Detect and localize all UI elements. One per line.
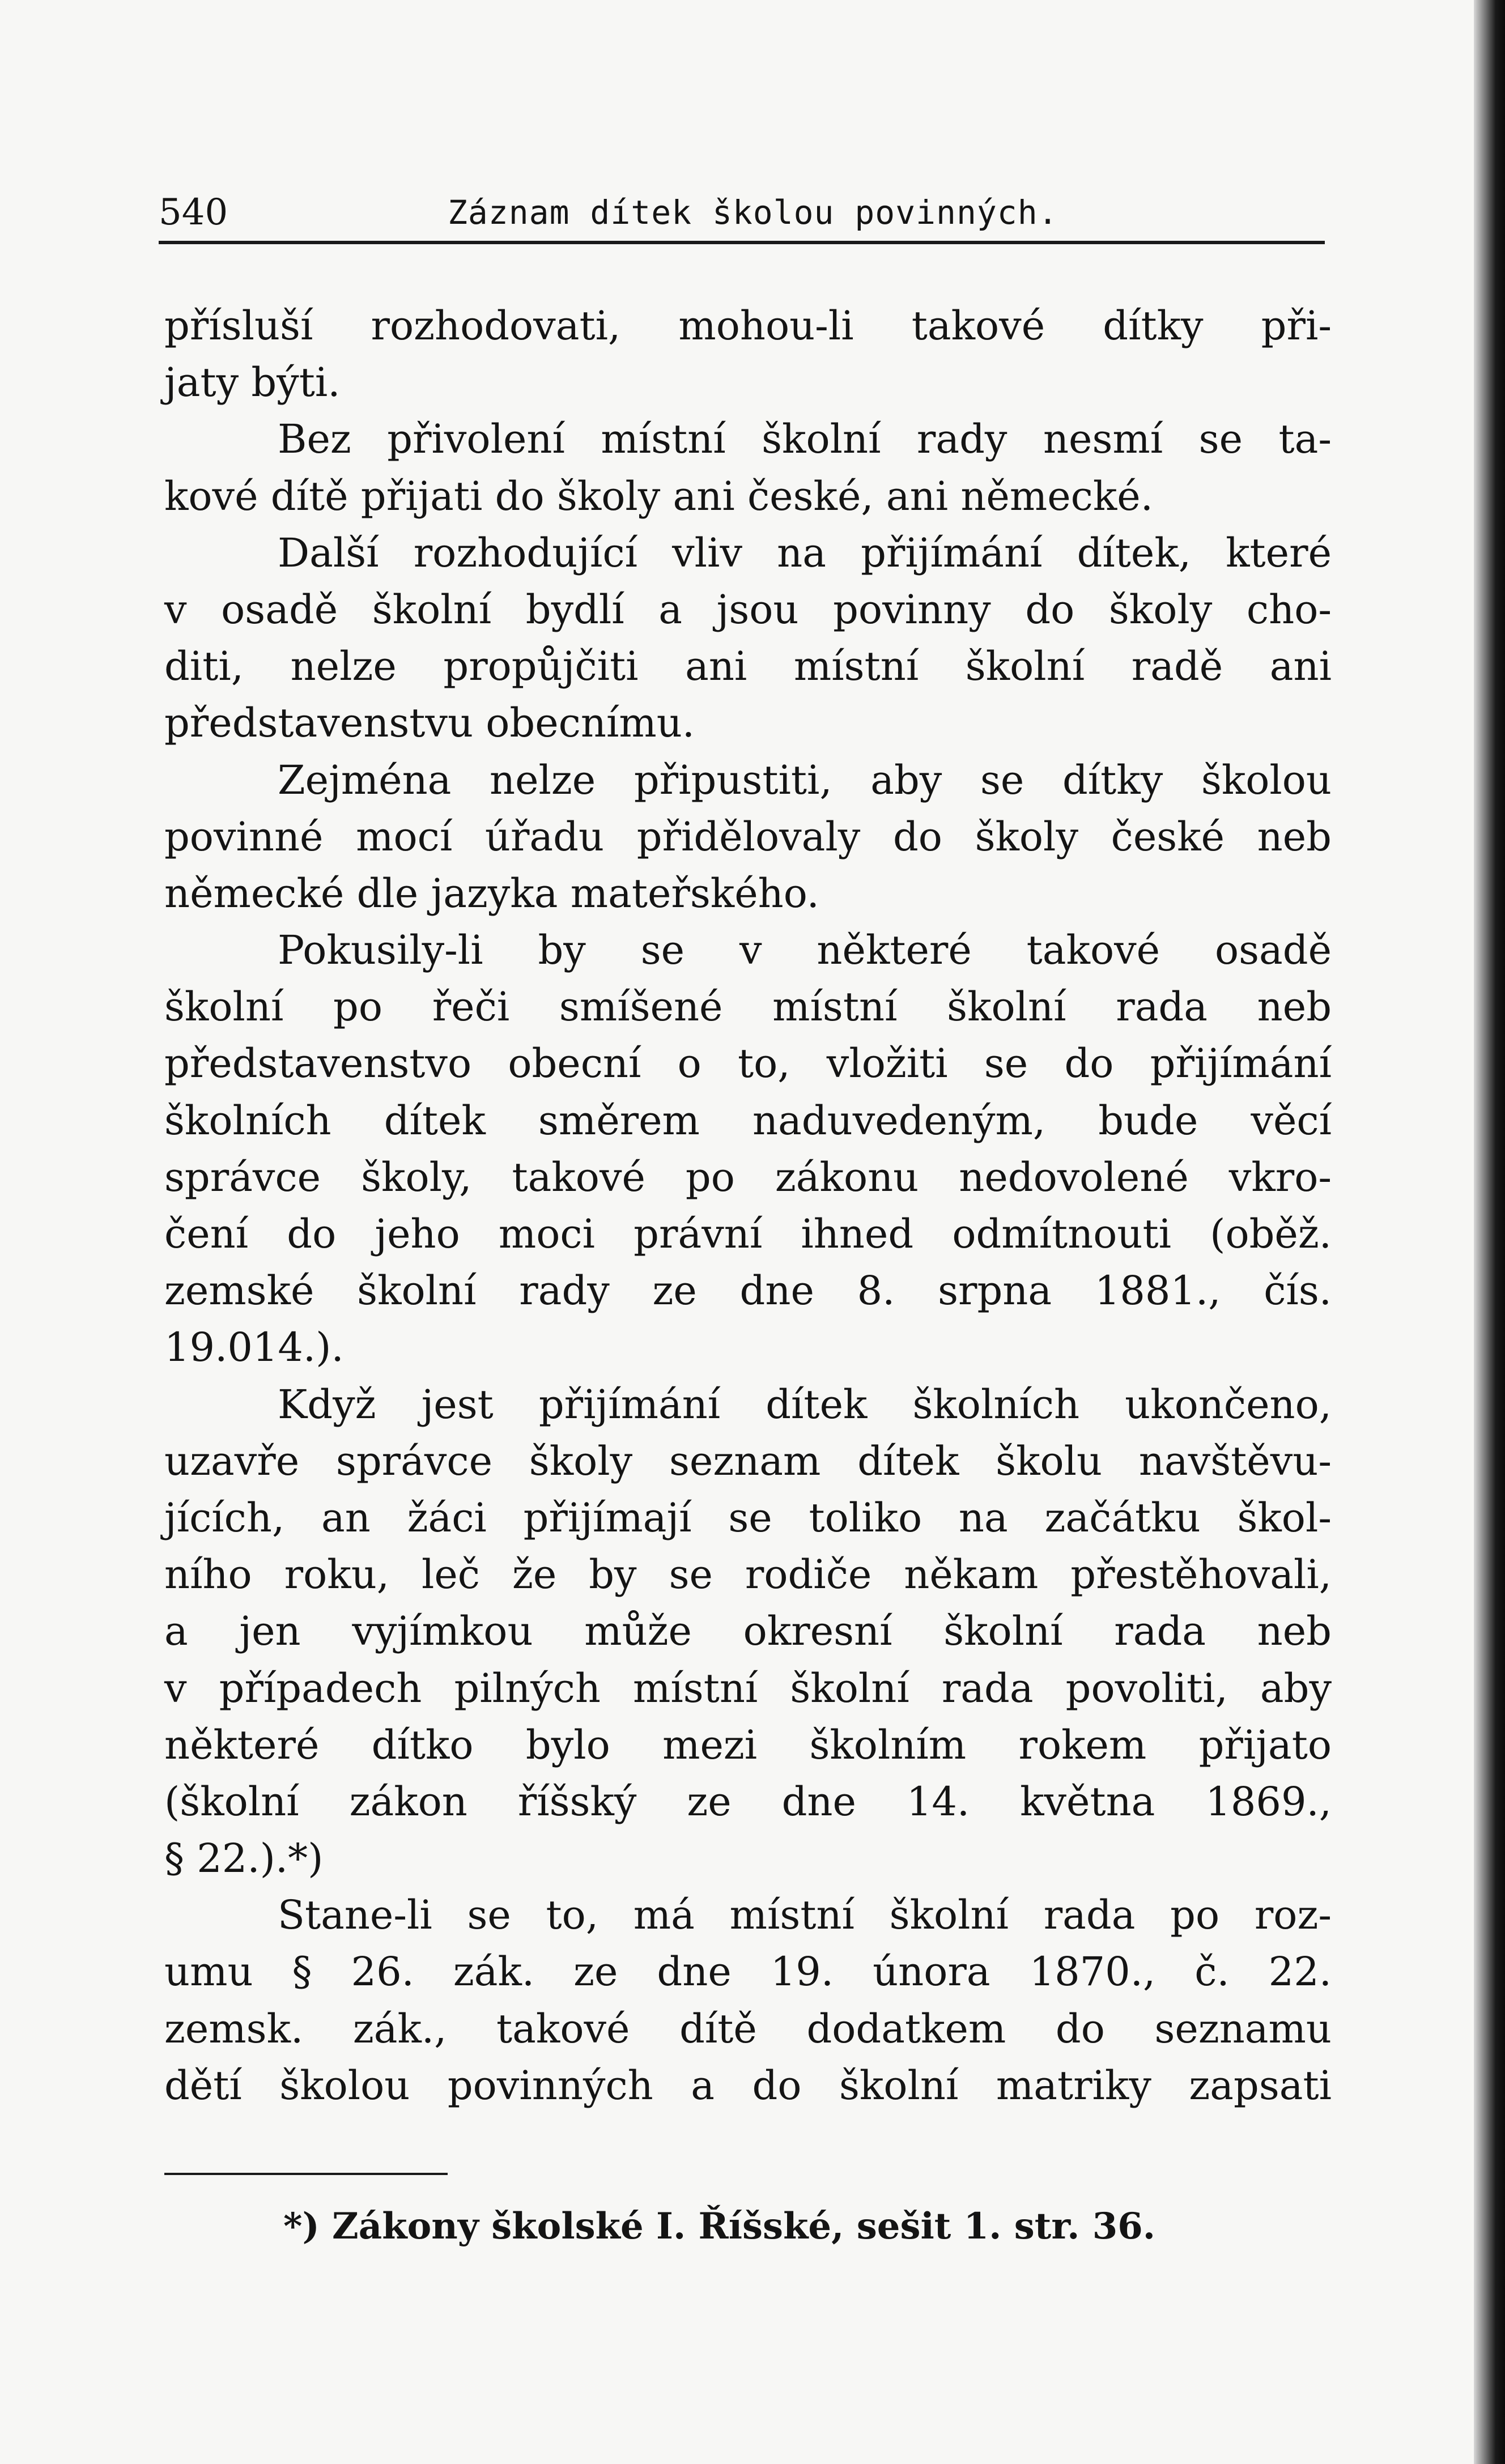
page-header [159, 187, 1326, 238]
text-line: v osadě školní bydlí a jsou povinny do školy cho- [164, 586, 1332, 633]
text-line: přísluší rozhodovati, mohou-li takové dítky při- [164, 303, 1332, 349]
text-line: zemské školní rady ze dne 8. srpna 1881., čís. [164, 1267, 1332, 1314]
text-line: 19.014.). [164, 1324, 344, 1371]
text-line: uzavře správce školy seznam dítek školu navštěvu- [164, 1437, 1332, 1484]
text-line: (školní zákon říšský ze dne 14. května 1869., [164, 1778, 1332, 1825]
body-text [164, 297, 1332, 2114]
text-line: ního roku, leč že by se rodiče někam přestěhovali, [164, 1551, 1332, 1598]
text-line: představenstvu obecnímu. [164, 700, 695, 747]
text-line: školních dítek směrem naduvedeným, bude věcí [164, 1097, 1332, 1144]
text-line: zemsk. zák., takové dítě dodatkem do seznamu [164, 2005, 1332, 2052]
header-rule [159, 241, 1325, 244]
running-title: Záznam dítek školou povinných. [448, 193, 1058, 232]
text-line: § 22.).*) [164, 1835, 324, 1882]
text-line: Zejména nelze připustiti, aby se dítky školou [278, 756, 1332, 803]
text-line: v případech pilných místní školní rada povoliti, aby [164, 1665, 1332, 1712]
text-line: představenstvo obecní o to, vložiti se do přijímání [164, 1040, 1332, 1087]
text-line: Stane-li se to, má místní školní rada po roz- [278, 1892, 1332, 1939]
text-line: jaty býti. [164, 359, 341, 406]
text-line: kové dítě přijati do školy ani české, ani německé. [164, 473, 1153, 520]
text-line: jících, an žáci přijímají se toliko na začátku škol- [164, 1494, 1332, 1541]
text-line: a jen vyjímkou může okresní školní rada neb [164, 1608, 1332, 1655]
text-line: povinné mocí úřadu přidělovaly do školy české neb [164, 813, 1332, 860]
text-line: diti, nelze propůjčiti ani místní školní radě ani [164, 643, 1332, 690]
text-line: Pokusily-li by se v některé takové osadě [278, 927, 1332, 974]
page-edge-shadow [1474, 0, 1505, 2464]
page-number: 540 [159, 191, 228, 233]
text-line: Když jest přijímání dítek školních ukončeno, [278, 1381, 1332, 1428]
text-line: umu § 26. zák. ze dne 19. února 1870., č. 22. [164, 1948, 1332, 1995]
text-line: některé dítko bylo mezi školním rokem přijato [164, 1721, 1332, 1768]
text-line: školní po řeči smíšené místní školní rada neb [164, 984, 1332, 1031]
text-line: Bez přivolení místní školní rady nesmí se ta- [278, 416, 1332, 463]
footnote: *) Zákony školské I. Říšské, sešit 1. str. 36. [283, 2205, 1156, 2248]
footnote-rule [164, 2173, 448, 2175]
text-line: dětí školou povinných a do školní matriky zapsati [164, 2062, 1332, 2109]
text-line: německé dle jazyka mateřského. [164, 870, 819, 917]
text-line: Další rozhodující vliv na přijímání dítek, které [278, 529, 1332, 576]
text-line: čení do jeho moci právní ihned odmítnouti (oběž. [164, 1211, 1332, 1257]
text-line: správce školy, takové po zákonu nedovolené vkro- [164, 1154, 1332, 1201]
